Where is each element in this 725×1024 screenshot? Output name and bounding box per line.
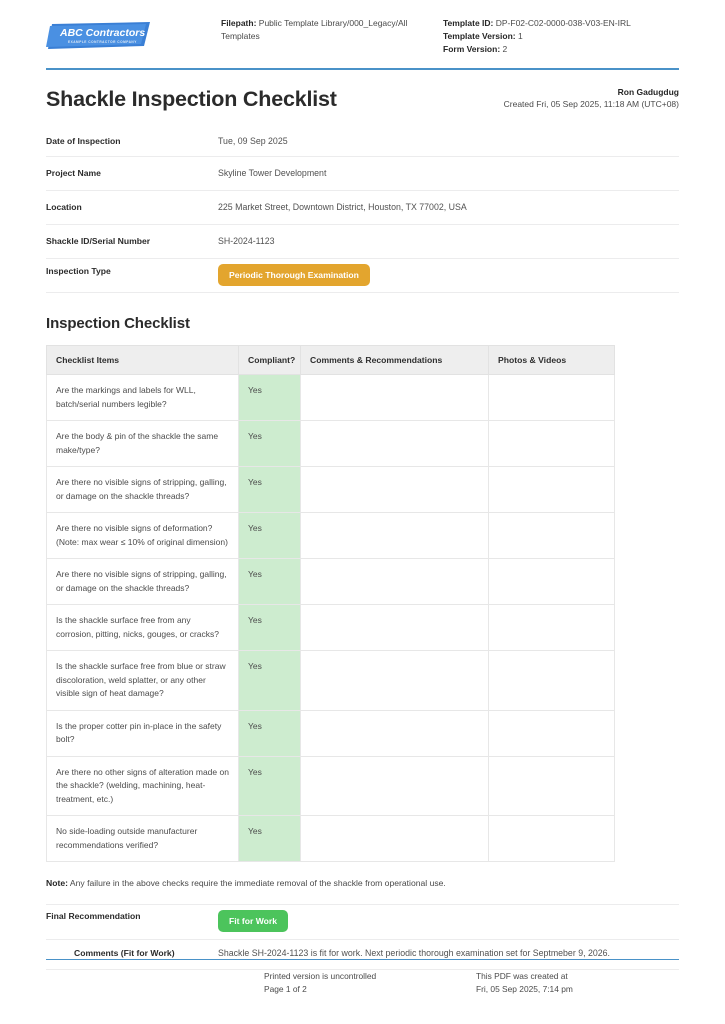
table-row: [47, 421, 615, 467]
info-row-location: [46, 191, 679, 225]
checklist-compliant-value: Yes: [239, 375, 301, 421]
checklist-photos-cell: [489, 710, 615, 756]
filepath-label: Filepath:: [221, 18, 257, 28]
created-timestamp: Created Fri, 05 Sep 2025, 11:18 AM (UTC+08): [503, 99, 679, 109]
footer-printed-note: Printed version is uncontrolled: [264, 971, 377, 981]
info-label: Shackle ID/Serial Number: [46, 236, 151, 246]
checklist-item-text: Is the proper cotter pin in-place in the safety bolt?: [47, 710, 239, 756]
final-recommendation-label: Final Recommendation: [46, 911, 141, 921]
column-header-checklist-items: Checklist Items: [47, 346, 239, 375]
created-by-block: [504, 86, 679, 112]
checklist-comments-cell: [301, 710, 489, 756]
info-label: Project Name: [46, 168, 101, 178]
footer-page-number: Page 1 of 2: [264, 984, 307, 994]
info-value: 225 Market Street, Downtown District, Houston, TX 77002, USA: [218, 202, 467, 212]
info-value: [218, 264, 679, 286]
checklist-compliant-value: Yes: [239, 467, 301, 513]
info-value: SH-2024-1123: [218, 236, 275, 246]
abc-contractors-logo: [46, 20, 154, 53]
table-row: [47, 605, 615, 651]
inspection-checklist-table: [46, 345, 615, 862]
checklist-compliant-value: Yes: [239, 559, 301, 605]
final-comments-value: Shackle SH-2024-1123 is fit for work. Next periodic thorough examination set for Septmeber 9, 2026.: [218, 948, 610, 958]
template-version-value: 1: [515, 31, 523, 41]
page-title: Shackle Inspection Checklist: [46, 87, 337, 111]
status-badge: Fit for Work: [218, 910, 288, 932]
checklist-item-text: Is the shackle surface free from any corrosion, pitting, nicks, gouges, or cracks?: [47, 605, 239, 651]
filepath-block: [221, 14, 443, 43]
table-row: [47, 710, 615, 756]
table-row: [47, 375, 615, 421]
final-recommendation-value: [218, 910, 679, 932]
template-meta-block: [443, 14, 679, 56]
form-version-row: [443, 43, 679, 56]
table-row: [47, 756, 615, 816]
footer-spacer: [46, 970, 264, 996]
title-row: [46, 86, 679, 112]
checklist-item-text: Are there no visible signs of stripping, galling, or damage on the shackle threads?: [47, 467, 239, 513]
author-name: Ron Gadugdug: [617, 87, 679, 97]
table-row: [47, 816, 615, 862]
template-version-row: [443, 30, 679, 43]
checklist-item-text: Are there no other signs of alteration made on the shackle? (welding, machining, heat-treatment, etc.): [47, 756, 239, 816]
checklist-body: [47, 375, 615, 862]
column-header-comments: Comments & Recommendations: [301, 346, 489, 375]
checklist-comments-cell: [301, 651, 489, 711]
checklist-comments-cell: [301, 559, 489, 605]
checklist-item-text: Is the shackle surface free from blue or straw discoloration, weld splatter, or any other visible sign of heat damage?: [47, 651, 239, 711]
column-header-compliant: Compliant?: [239, 346, 301, 375]
checklist-photos-cell: [489, 816, 615, 862]
checklist-photos-cell: [489, 513, 615, 559]
info-label: Inspection Type: [46, 266, 111, 276]
checklist-photos-cell: [489, 756, 615, 816]
footer-pdf-note: This PDF was created at: [476, 971, 568, 981]
footer-print-block: [264, 970, 476, 996]
checklist-item-text: Are the markings and labels for WLL, batch/serial numbers legible?: [47, 375, 239, 421]
checklist-compliant-value: Yes: [239, 756, 301, 816]
form-version-label: Form Version:: [443, 44, 501, 54]
template-version-label: Template Version:: [443, 31, 516, 41]
info-value: Tue, 09 Sep 2025: [218, 136, 288, 146]
table-row: [47, 467, 615, 513]
checklist-compliant-value: Yes: [239, 710, 301, 756]
svg-text:EXAMPLE CONTRACTOR COMPANY: EXAMPLE CONTRACTOR COMPANY: [68, 40, 137, 44]
footer-columns: [46, 970, 679, 996]
form-version-value: 2: [500, 44, 508, 54]
inspection-details: [46, 125, 679, 293]
template-id-value: DP-F02-C02-0000-038-V03-EN-IRL: [493, 18, 631, 28]
note-text: Any failure in the above checks require the immediate removal of the shackle from operational use.: [67, 878, 446, 888]
template-id-label: Template ID:: [443, 18, 494, 28]
checklist-comments-cell: [301, 513, 489, 559]
svg-text:ABC Contractors: ABC Contractors: [60, 27, 146, 39]
note-label: Note:: [46, 878, 68, 888]
logo-container: [46, 14, 221, 53]
info-value: Skyline Tower Development: [218, 168, 327, 178]
checklist-item-text: Are there no visible signs of stripping, galling, or damage on the shackle threads?: [47, 559, 239, 605]
template-id-row: [443, 17, 679, 30]
section-heading-inspection-checklist: Inspection Checklist: [46, 315, 190, 332]
checklist-comments-cell: [301, 467, 489, 513]
checklist-compliant-value: Yes: [239, 421, 301, 467]
info-row-date-of-inspection: [46, 125, 679, 157]
final-recommendation-row: [46, 904, 679, 940]
info-row-project-name: [46, 157, 679, 191]
inspection-type-badge: Periodic Thorough Examination: [218, 264, 370, 286]
info-label: Date of Inspection: [46, 136, 121, 146]
checklist-compliant-value: Yes: [239, 513, 301, 559]
document-header: [46, 0, 679, 60]
footer-divider: [46, 959, 679, 961]
checklist-photos-cell: [489, 605, 615, 651]
checklist-compliant-value: Yes: [239, 605, 301, 651]
checklist-photos-cell: [489, 651, 615, 711]
footer-pdf-block: [476, 970, 679, 996]
checklist-item-text: No side-loading outside manufacturer recommendations verified?: [47, 816, 239, 862]
table-row: [47, 513, 615, 559]
info-row-shackle-id: [46, 225, 679, 259]
header-divider: [46, 68, 679, 70]
checklist-compliant-value: Yes: [239, 816, 301, 862]
table-row: [47, 559, 615, 605]
filepath-value: Public Template Library/000_Legacy/All Templates: [221, 18, 408, 41]
info-row-inspection-type: [46, 259, 679, 293]
checklist-photos-cell: [489, 559, 615, 605]
column-header-photos: Photos & Videos: [489, 346, 615, 375]
checklist-item-text: Are the body & pin of the shackle the same make/type?: [47, 421, 239, 467]
checklist-compliant-value: Yes: [239, 651, 301, 711]
checklist-comments-cell: [301, 421, 489, 467]
final-comments-label: Comments (Fit for Work): [74, 948, 175, 958]
checklist-photos-cell: [489, 421, 615, 467]
checklist-photos-cell: [489, 467, 615, 513]
table-header-row: [47, 346, 615, 375]
checklist-comments-cell: [301, 605, 489, 651]
checklist-comments-cell: [301, 756, 489, 816]
checklist-item-text: Are there no visible signs of deformation? (Note: max wear ≤ 10% of original dimension): [47, 513, 239, 559]
info-label: Location: [46, 202, 82, 212]
checklist-comments-cell: [301, 816, 489, 862]
footer-pdf-date: Fri, 05 Sep 2025, 7:14 pm: [476, 984, 573, 994]
checklist-note: [46, 877, 679, 890]
table-row: [47, 651, 615, 711]
checklist-comments-cell: [301, 375, 489, 421]
document-footer: [46, 959, 679, 997]
checklist-photos-cell: [489, 375, 615, 421]
